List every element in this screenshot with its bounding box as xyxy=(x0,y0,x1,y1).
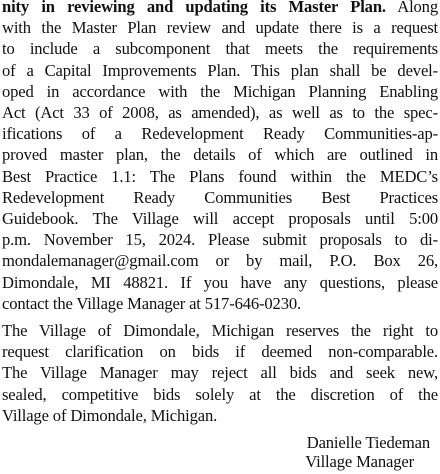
notice-paragraph-1 xyxy=(2,0,438,314)
signature-title-clipped xyxy=(2,452,438,472)
text-line: The Village Manager may reject all bids and seek new, xyxy=(2,363,438,383)
text-line: with the Master Plan review and update there is a request xyxy=(2,18,438,38)
notice-paragraph-2 xyxy=(2,320,438,426)
text-line: Dimondale, MI 48821. If you have any questions, please xyxy=(2,272,438,292)
text-line: proved master plan, the details of which are outlined in xyxy=(2,145,438,165)
signature-title: Village Manager xyxy=(305,452,414,472)
bold-phrase: nity in reviewing and updating its Master Plan. xyxy=(2,0,386,16)
text-line: to include a subcomponent that meets the requirements xyxy=(2,39,438,59)
text-line: Best Practice 1.1: The Plans found within the MEDC’s xyxy=(2,166,438,186)
text-line: Redevelopment Ready Communities Best Practices xyxy=(2,187,438,207)
line-text: Along xyxy=(385,0,438,16)
text-line: Act (Act 33 of 2008, as amended), as well as to the spec- xyxy=(2,103,438,123)
text-line: mondalemanager@gmail.com or by mail, P.O. Box 26, xyxy=(2,251,438,271)
text-line: request clarification on bids if deemed non-comparable. xyxy=(2,342,438,362)
text-line: The Village of Dimondale, Michigan reserves the right to xyxy=(2,321,438,341)
text-line xyxy=(2,0,438,17)
text-line: of a Capital Improvements Plan. This plan shall be devel- xyxy=(2,60,438,80)
text-line: oped in accordance with the Michigan Planning Enabling xyxy=(2,81,438,101)
text-line: ifications of a Redevelopment Ready Communities-ap- xyxy=(2,124,438,144)
text-line: sealed, competitive bids solely at the discretion of the xyxy=(2,384,438,404)
text-line: Guidebook. The Village will accept proposals until 5:00 xyxy=(2,209,438,229)
signature-block xyxy=(2,432,438,472)
text-line: p.m. November 15, 2024. Please submit proposals to di- xyxy=(2,230,438,250)
signature-name: Danielle Tiedeman xyxy=(306,433,430,453)
text-line: Village of Dimondale, Michigan. xyxy=(2,405,218,425)
text-line: contact the Village Manager at 517-646-0230. xyxy=(2,293,301,313)
notice-column xyxy=(2,0,438,472)
